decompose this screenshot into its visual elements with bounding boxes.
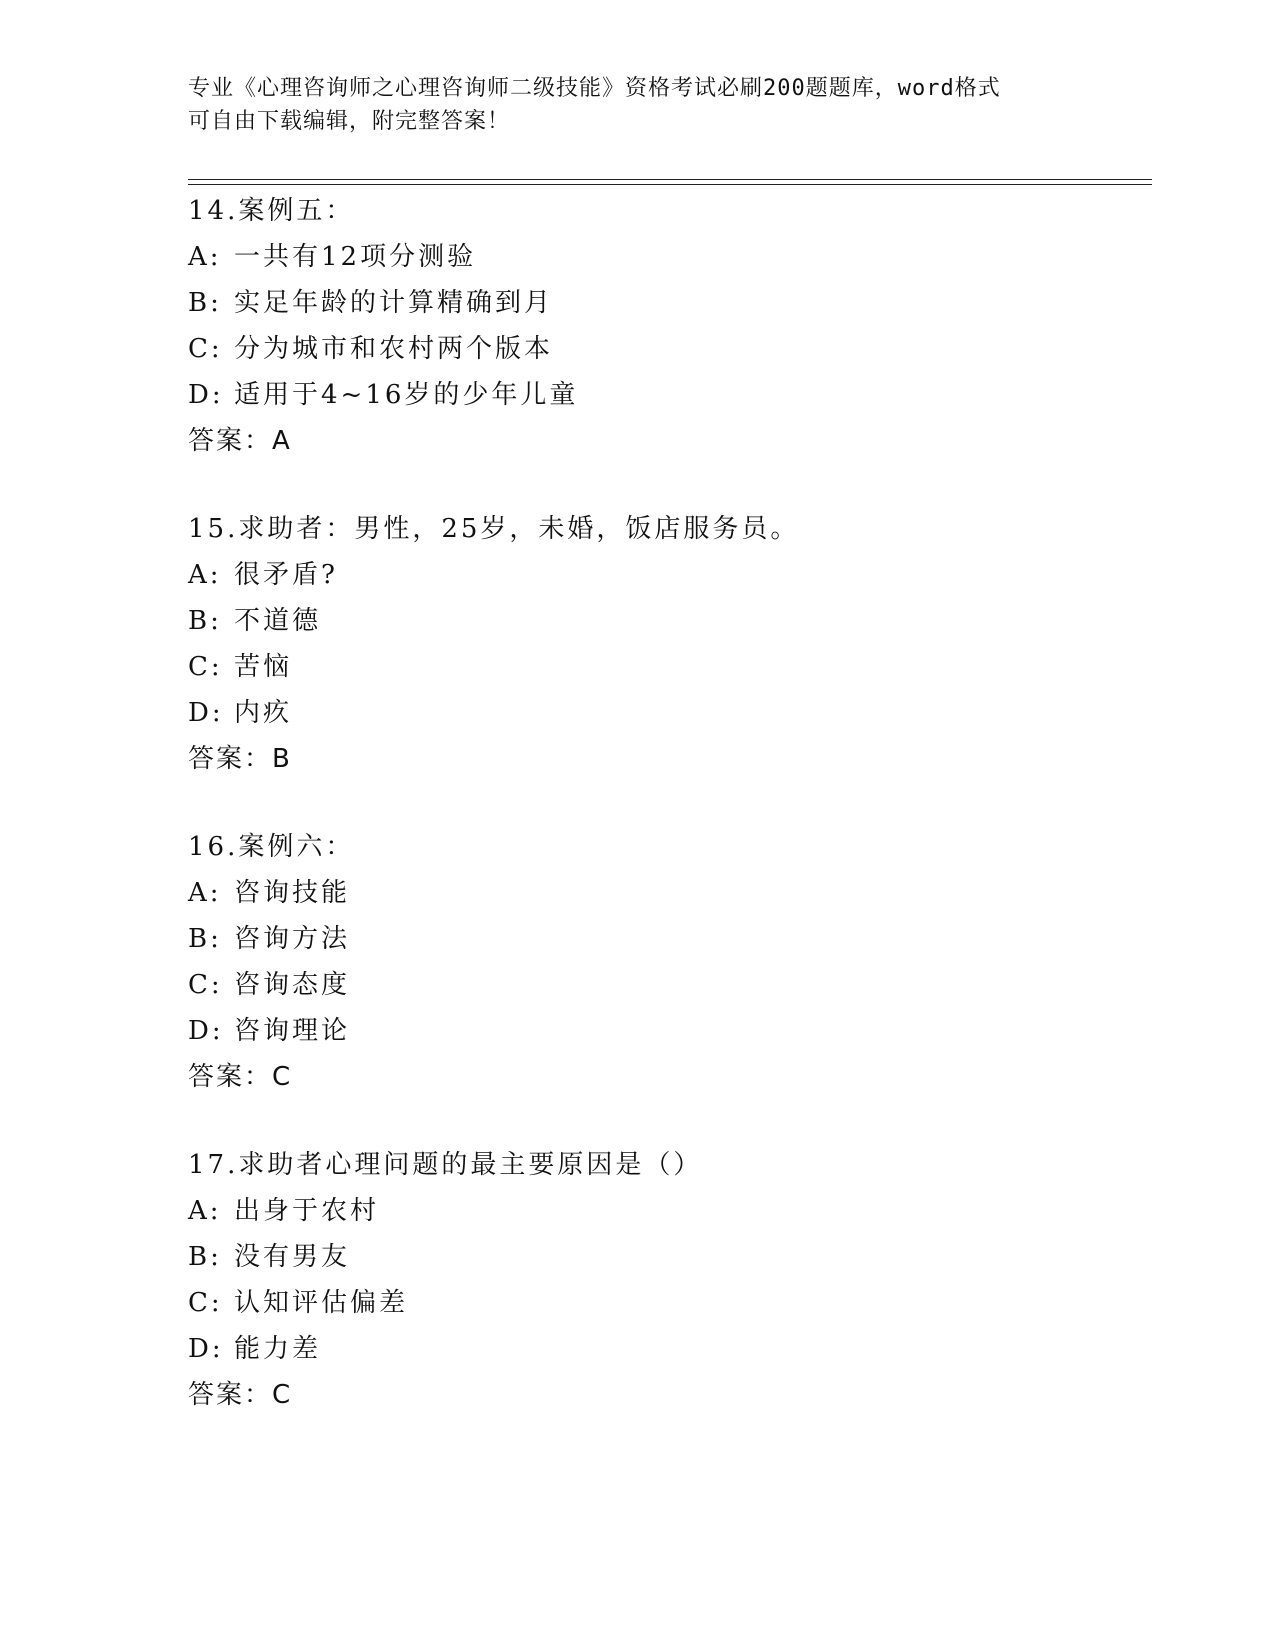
option-d — [188, 690, 1128, 736]
header-divider-top — [188, 179, 1152, 180]
option-c — [188, 1280, 1128, 1326]
header-line-2: 可自由下载编辑，附完整答案！ — [188, 109, 511, 134]
option-text: 咨询方法 — [234, 924, 351, 954]
option-d — [188, 1008, 1128, 1054]
document-header — [188, 72, 1068, 138]
option-b — [188, 280, 1128, 326]
question-stem: 17.求助者心理问题的最主要原因是（） — [188, 1150, 703, 1180]
option-text: 咨询理论 — [234, 1016, 351, 1046]
answer-line: 答案：C — [188, 1062, 293, 1092]
option-b — [188, 598, 1128, 644]
option-key: C: — [188, 334, 223, 364]
option-a — [188, 1188, 1128, 1234]
option-key: B: — [188, 288, 222, 318]
option-text: 适用于4~16岁的少年儿童 — [234, 380, 579, 410]
option-d — [188, 1326, 1128, 1372]
option-b — [188, 916, 1128, 962]
option-key: D: — [188, 698, 224, 728]
question-stem: 16.案例六： — [188, 832, 355, 862]
option-key: B: — [188, 1242, 222, 1272]
question-stem: 14.案例五： — [188, 196, 355, 226]
option-key: C: — [188, 652, 223, 682]
option-d — [188, 372, 1128, 418]
option-text: 咨询态度 — [234, 970, 351, 1000]
option-b — [188, 1234, 1128, 1280]
question-17 — [188, 1142, 1128, 1418]
header-line-1: 专业《心理咨询师之心理咨询师二级技能》资格考试必刷200题题库，word格式 — [188, 76, 1001, 101]
answer-line: 答案：B — [188, 744, 292, 774]
question-list — [188, 188, 1128, 1460]
question-16 — [188, 824, 1128, 1100]
option-key: D: — [188, 1334, 224, 1364]
answer-line: 答案：A — [188, 426, 292, 456]
option-c — [188, 326, 1128, 372]
question-stem: 15.求助者：男性，25岁，未婚，饭店服务员。 — [188, 514, 800, 544]
option-key: A: — [188, 560, 222, 590]
option-key: A: — [188, 242, 222, 272]
option-text: 苦恼 — [234, 652, 293, 682]
option-key: C: — [188, 1288, 223, 1318]
option-text: 内疚 — [234, 698, 293, 728]
option-text: 咨询技能 — [234, 878, 351, 908]
answer-line: 答案：C — [188, 1380, 293, 1410]
question-14 — [188, 188, 1128, 464]
option-text: 不道德 — [234, 606, 322, 636]
option-key: A: — [188, 1196, 222, 1226]
option-text: 出身于农村 — [234, 1196, 380, 1226]
header-divider-bottom — [188, 184, 1152, 185]
option-text: 没有男友 — [234, 1242, 351, 1272]
question-15 — [188, 506, 1128, 782]
option-a — [188, 234, 1128, 280]
option-a — [188, 552, 1128, 598]
option-key: B: — [188, 924, 222, 954]
option-key: A: — [188, 878, 222, 908]
option-key: C: — [188, 970, 223, 1000]
option-text: 能力差 — [234, 1334, 322, 1364]
option-key: B: — [188, 606, 222, 636]
option-c — [188, 962, 1128, 1008]
option-key: D: — [188, 380, 224, 410]
option-a — [188, 870, 1128, 916]
option-text: 很矛盾? — [234, 560, 338, 590]
option-text: 认知评估偏差 — [234, 1288, 409, 1318]
option-c — [188, 644, 1128, 690]
option-text: 一共有12项分测验 — [234, 242, 477, 272]
option-text: 实足年龄的计算精确到月 — [234, 288, 554, 318]
option-text: 分为城市和农村两个版本 — [234, 334, 554, 364]
option-key: D: — [188, 1016, 224, 1046]
